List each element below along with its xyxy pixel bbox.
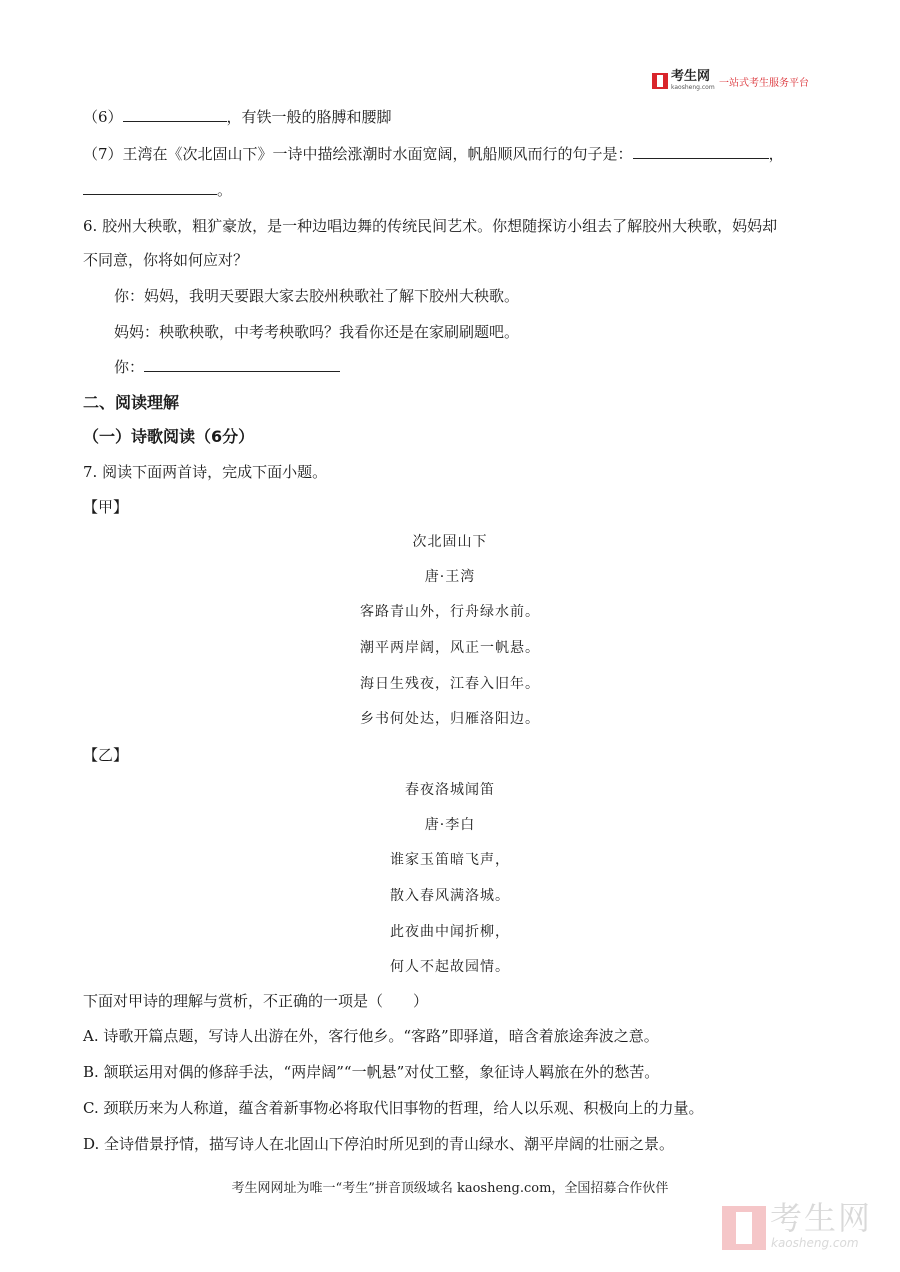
kaosheng-logo-icon	[652, 73, 668, 89]
option-a[interactable]: A. 诗歌开篇点题，写诗人出游在外，客行他乡。“客路”即驿道，暗含着旅途奔波之意。	[83, 1027, 659, 1045]
poem-a-line: 潮平两岸阔，风正一帆悬。	[360, 640, 540, 656]
option-d[interactable]: D. 全诗借景抒情，描写诗人在北固山下停泊时所见到的青山绿水、潮平岸阔的壮丽之景。	[83, 1135, 675, 1153]
q7-sub-end: 。	[217, 181, 233, 199]
q6-sub-item	[83, 107, 392, 127]
poem-b-line: 此夜曲中闻折柳，	[390, 924, 510, 940]
option-b[interactable]: B. 颔联运用对偶的修辞手法，“两岸阔”“一帆悬”对仗工整，象征诗人羁旅在外的愁苦。	[83, 1063, 660, 1081]
footer-text: 考生网网址为唯一“考生”拼音顶级域名 kaosheng.com，全国招募合作伙伴	[231, 1181, 669, 1196]
poem-b-tag: 【乙】	[83, 746, 129, 764]
q6-line-2: 不同意，你将如何应对？	[83, 251, 249, 269]
poem-a-line: 海日生残夜，江春入旧年。	[360, 676, 540, 692]
section-subtitle: （一）诗歌阅读（6分）	[83, 427, 255, 446]
q6-line-1: 6. 胶州大秧歌，粗犷豪放，是一种边唱边舞的传统民间艺术。你想随探访小组去了解胶州大秧歌，妈妈却	[83, 217, 778, 235]
dialog-you-1: 你：妈妈，我明天要跟大家去胶州秧歌社了解下胶州大秧歌。	[114, 287, 520, 305]
question-stem: 下面对甲诗的理解与赏析，不正确的一项是（ ）	[83, 992, 429, 1010]
logo-slogan: 一站式考生服务平台	[719, 78, 809, 89]
section-title: 二、阅读理解	[83, 393, 180, 412]
poem-a-line: 乡书何处达，归雁洛阳边。	[360, 711, 540, 727]
watermark-name: 考生网	[770, 1199, 873, 1237]
dialog-you-2	[114, 357, 340, 377]
answer-blank[interactable]	[144, 357, 340, 372]
watermark-logo-icon	[722, 1206, 766, 1250]
q7-sub-comma: ，	[768, 145, 784, 163]
poem-b-author: 唐·李白	[424, 817, 476, 833]
answer-blank[interactable]	[633, 144, 769, 159]
poem-a-tag: 【甲】	[83, 498, 129, 516]
logo-domain: kaosheng.com	[671, 84, 715, 91]
poem-a-line: 客路青山外，行舟绿水前。	[360, 604, 540, 620]
poem-b-line: 谁家玉笛暗飞声，	[390, 852, 510, 868]
q6-sub-prefix: （6）	[83, 108, 123, 126]
q7-sub-item	[83, 144, 784, 164]
watermark-domain: kaosheng.com	[771, 1236, 859, 1250]
q7-sub-text: （7）王湾在《次北固山下》一诗中描绘涨潮时水面宽阔，帆船顺风而行的句子是：	[83, 145, 633, 163]
q6-sub-suffix: ，有铁一般的胳膊和腰脚	[226, 108, 392, 126]
poem-b-line: 何人不起故园情。	[390, 959, 510, 975]
answer-blank[interactable]	[83, 180, 217, 195]
poem-a-author: 唐·王湾	[424, 569, 476, 585]
q7-sub-item-cont	[83, 180, 232, 200]
dialog-you-2-label: 你：	[114, 358, 145, 376]
poem-b-title: 春夜洛城闻笛	[405, 782, 495, 798]
dialog-mom: 妈妈：秧歌秧歌，中考考秧歌吗？我看你还是在家刷刷题吧。	[114, 323, 520, 341]
q7-intro: 7. 阅读下面两首诗，完成下面小题。	[83, 463, 328, 481]
logo-name: 考生网	[671, 69, 711, 84]
poem-a-title: 次北固山下	[412, 534, 488, 550]
answer-blank[interactable]	[123, 107, 227, 122]
poem-b-line: 散入春风满洛城。	[390, 888, 510, 904]
option-c[interactable]: C. 颈联历来为人称道，蕴含着新事物必将取代旧事物的哲理，给人以乐观、积极向上的力量。	[83, 1099, 704, 1117]
